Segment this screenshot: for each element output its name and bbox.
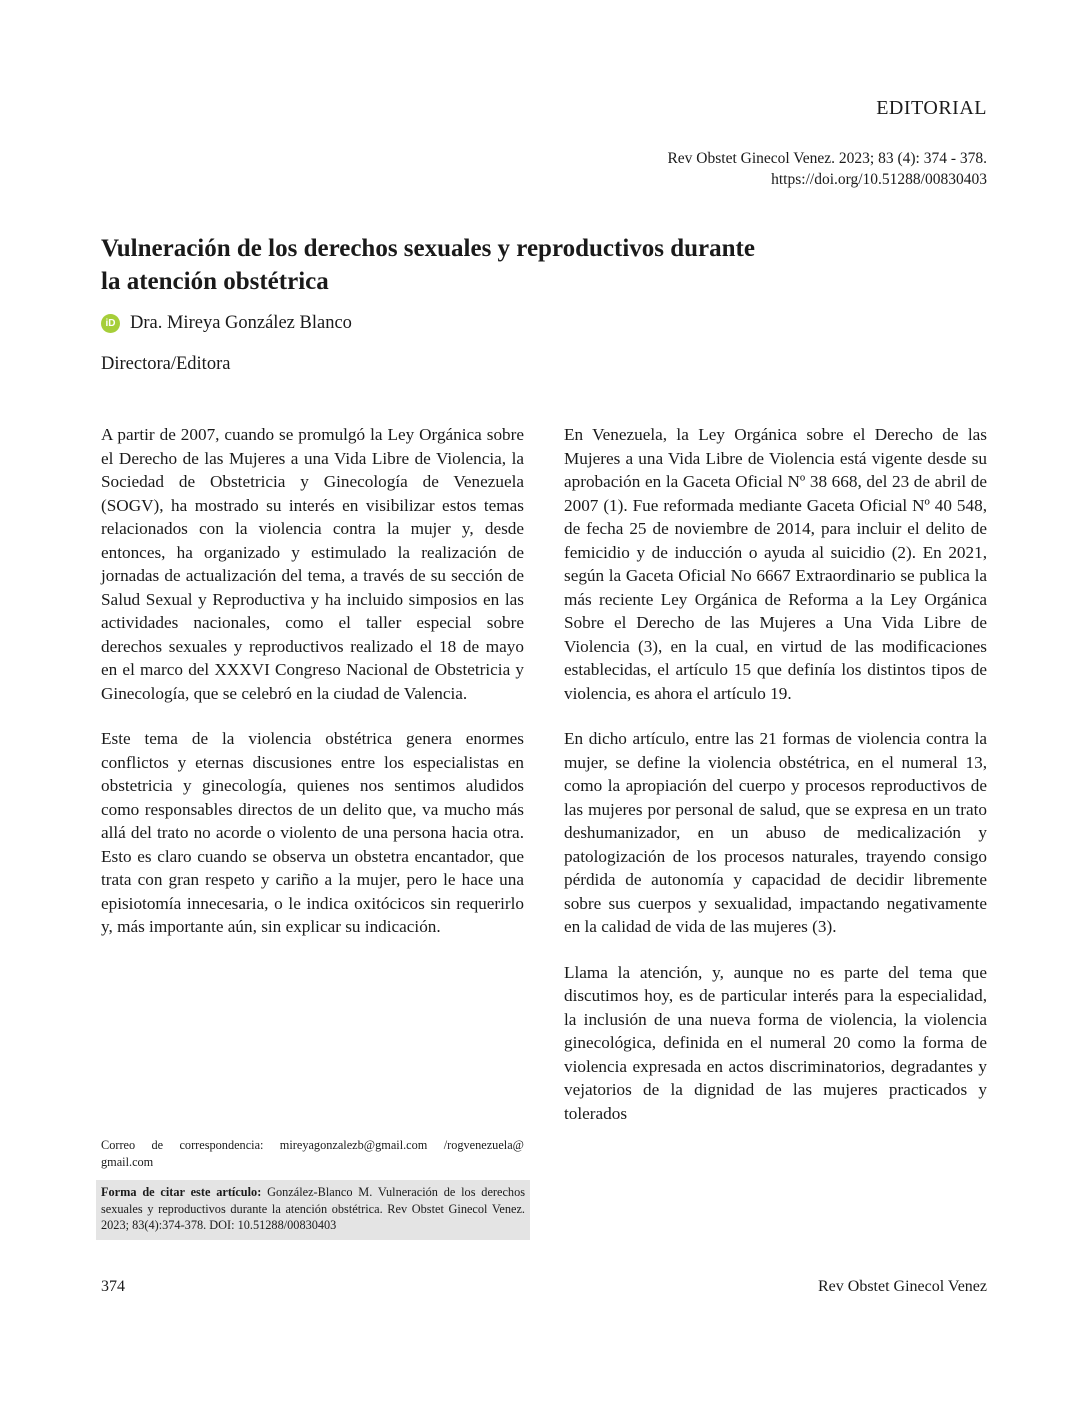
right-column [564, 423, 987, 1147]
author-name: Dra. Mireya González Blanco [130, 313, 352, 333]
correspondence-note: Correo de correspondencia: mireyagonzalezb@gmail.com /rogvenezuela@ gmail.com [101, 1138, 524, 1169]
page-number: 374 [101, 1278, 125, 1295]
paragraph: Llama la atención, y, aunque no es parte del tema que discutimos hoy, es de particular interés para la especialidad, la inclusión de una nueva forma de violencia, la violencia ginecológica, definida en el numeral 20 como la forma de violencia expresada en actos discriminatorios, degradantes y vejatorios de la dignidad de las mujeres practicados y tolerados [564, 962, 987, 1123]
author-role: Directora/Editora [101, 354, 231, 374]
orcid-icon[interactable]: iD [101, 314, 120, 333]
article-title [101, 232, 881, 298]
section-label: EDITORIAL [876, 97, 987, 119]
paragraph: En dicho artículo, entre las 21 formas de violencia contra la mujer, se define la violencia obstétrica, en el numeral 13, como la apropiación del cuerpo y procesos reproductivos de las mujeres por personal de salud, que se expresa en un trato deshumanizador, en un abuso de medicalización y patologización de los procesos naturales, trayendo consigo pérdida de autonomía y capacidad de decidir libremente sobre sus cuerpos y sexualidad, impactando negativamente en la calidad de vida de las mujeres (3). [564, 729, 987, 936]
title-line-2: la atención obstétrica [101, 268, 329, 295]
left-column [101, 423, 524, 961]
paragraph: En Venezuela, la Ley Orgánica sobre el Derecho de las Mujeres a una Vida Libre de Violencia está vigente desde su aprobación en la Gaceta Oficial Nº 38 668, del 23 de abril de 2007 (1). Fue reformada mediante Gaceta Oficial Nº 40 548, de fecha 25 de noviembre de 2014, para incluir el delito de femicidio y de inducción o ayuda al suicidio (2). En 2021, según la Gaceta Oficial No 6667 Extraordinario se publica la más reciente Ley Orgánica de Reforma a la Ley Orgánica Sobre el Derecho de las Mujeres a Una Vida Libre de Violencia (3), en la cual, en virtud de las modificaciones establecidas, el artículo 15 que definía los distintos tipos de violencia, es ahora el artículo 19. [564, 425, 987, 703]
paragraph: A partir de 2007, cuando se promulgó la Ley Orgánica sobre el Derecho de las Mujeres a una Vida Libre de Violencia, la Sociedad de Obstetricia y Ginecología de Venezuela (SOGV), ha mostrado su interés en visibilizar estos temas relacionados con la violencia contra la mujer y, desde entonces, ha organizado y estimulado la realización de jornadas de actualización del tema, a través de su sección de Salud Sexual y Reproductiva y ha incluido simposios en las actividades nacionales, como el taller especial sobre derechos sexuales y reproductivos realizado el 18 de mayo en el marco del XXXVI Congreso Nacional de Obstetricia y Ginecología, que se celebró en la ciudad de Valencia. [101, 425, 524, 703]
author-line [101, 313, 352, 334]
journal-footer: Rev Obstet Ginecol Venez [818, 1278, 987, 1295]
journal-citation [667, 148, 987, 190]
how-to-cite-box [96, 1180, 530, 1240]
doi-link[interactable]: https://doi.org/10.51288/00830403 [771, 171, 987, 188]
title-line-1: Vulneración de los derechos sexuales y reproductivos durante [101, 235, 755, 262]
paragraph: Este tema de la violencia obstétrica genera enormes conflictos y eternas discusiones entre los especialistas en obstetricia y ginecología, quienes nos sentimos aludidos como responsables directos de un delito que, va mucho más allá del trato no acorde o violento de una persona hacia otra. Esto es claro cuando se observa un obstetra encantador, que trata con gran respeto y cariño a la mujer, pero le hace una episiotomía innecesaria, o le indica oxitócicos sin requerirlo y, más importante aún, sin explicar su indicación. [101, 729, 524, 936]
citation-line: Rev Obstet Ginecol Venez. 2023; 83 (4): 374 - 378. [667, 150, 987, 167]
cite-text: González-Blanco M. Vulneración de los derechos sexuales y reproductivos durante la atención obstétrica. Rev Obstet Ginecol Venez. 2023; 83(4):374-378. DOI: 10.51288/00830403 [101, 1185, 526, 1232]
cite-label: Forma de citar este artículo: [101, 1185, 262, 1199]
